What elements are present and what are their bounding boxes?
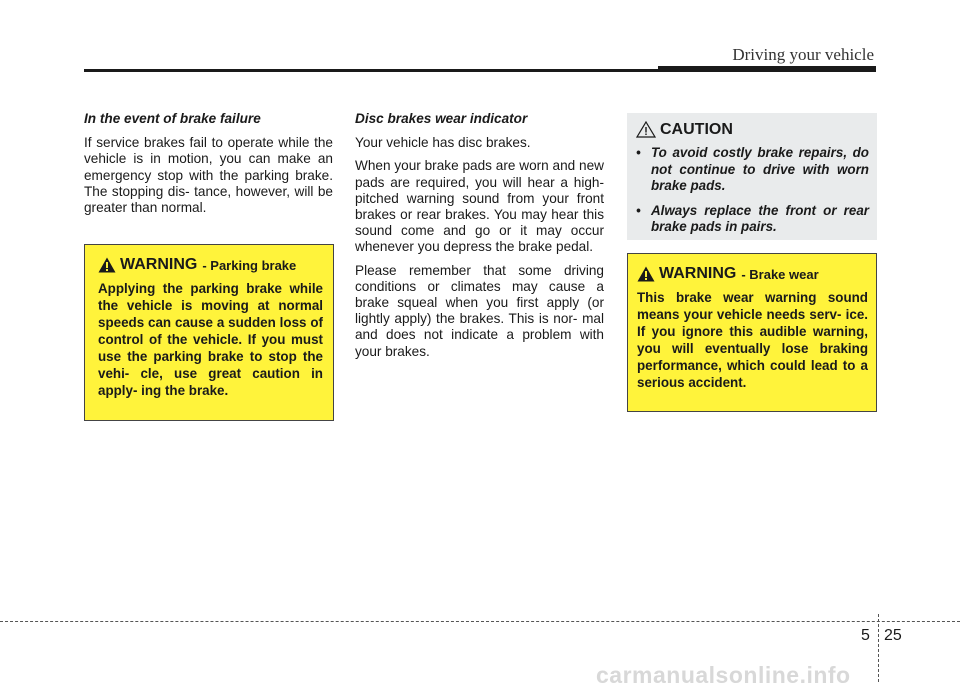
footer-rule — [0, 621, 960, 622]
left-column — [84, 111, 333, 223]
section-heading-disc-brakes: Disc brakes wear indicator — [355, 111, 528, 126]
chapter-number: 5 — [861, 627, 870, 644]
warning-text: This brake wear warning sound means your vehicle needs serv- ice. If you ignore this audible warning, you will eventually lose braking performance, which could lead to a serious accident. — [637, 290, 868, 390]
list-item — [636, 145, 869, 195]
warning-triangle-icon — [98, 257, 116, 273]
disc-brakes-paragraph: Your vehicle has disc brakes. — [355, 135, 531, 151]
warning-title — [637, 266, 868, 282]
caution-item-text: To avoid costly brake repairs, do not continue to drive with worn brake pads. — [651, 145, 869, 193]
disc-brakes-paragraph: Please remember that some driving conditions or climates may cause a brake squeal when you first apply (or lightly apply) the brakes. This is nor- mal and does not indicate a problem with your brakes. — [355, 262, 604, 359]
disc-brakes-paragraph: When your brake pads are worn and new pads are required, you will hear a high-pitched warning sound from your front brakes or rear brakes. You may hear this sound come and go or it may occur whenever you depress the brake pedal. — [355, 158, 604, 255]
footer-divider — [878, 614, 879, 682]
bullet-icon: • — [636, 202, 641, 218]
warning-label: WARNING — [120, 256, 198, 273]
caution-item-text: Always replace the front or rear brake pads in pairs. — [651, 202, 869, 234]
caution-title — [636, 121, 869, 138]
caution-label: CAUTION — [660, 121, 733, 138]
middle-column — [355, 111, 604, 367]
watermark: carmanualsonline.info — [596, 662, 851, 688]
caution-triangle-icon — [636, 121, 656, 138]
page-number: 25 — [884, 627, 902, 644]
list-item — [636, 203, 869, 236]
brake-failure-paragraph: If service brakes fail to operate while the vehicle is in motion, you can make an emergency stop with the parking brake. The stopping dis- tance, however, will be greater than normal. — [84, 135, 333, 216]
caution-list — [636, 145, 869, 236]
warning-subtitle: - Parking brake — [202, 258, 297, 273]
caution-box — [627, 113, 877, 240]
section-heading-brake-failure: In the event of brake failure — [84, 111, 261, 126]
warning-box-parking-brake — [84, 244, 334, 421]
header-rule-accent — [658, 66, 876, 72]
bullet-icon: • — [636, 145, 641, 160]
warning-text: Applying the parking brake while the vehicle is moving at normal speeds can cause a sudden loss of control of the vehicle. If you must use the parking brake to stop the vehi- cle, use great caution in apply- ing the brake. — [98, 281, 323, 398]
warning-subtitle: - Brake wear — [741, 267, 819, 282]
warning-triangle-icon — [637, 266, 655, 282]
warning-box-brake-wear — [627, 253, 877, 412]
header-title: Driving your vehicle — [732, 45, 874, 64]
warning-title — [98, 257, 323, 273]
warning-label: WARNING — [659, 265, 737, 282]
